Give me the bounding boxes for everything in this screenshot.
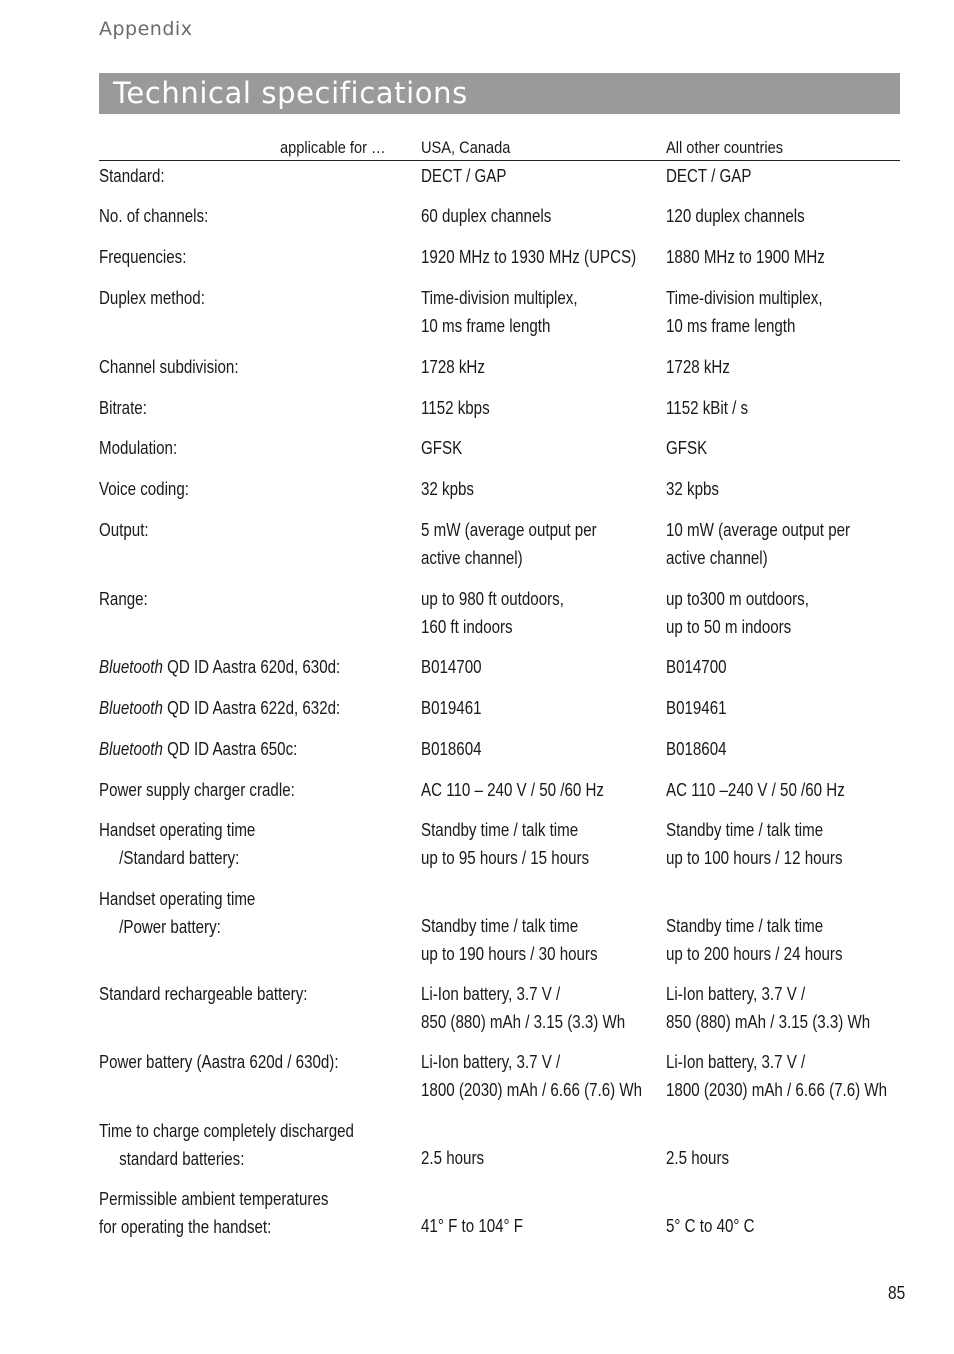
spec-value-usa: 2.5 hours bbox=[421, 1148, 485, 1168]
spec-label-frequencies: Frequencies: bbox=[99, 247, 187, 267]
spec-value-usa: B018604 bbox=[421, 739, 482, 759]
spec-value-usa: 32 kpbs bbox=[421, 479, 474, 499]
header-rule bbox=[99, 160, 900, 161]
spec-label-channel-subdivision: Channel subdivision: bbox=[99, 357, 239, 377]
spec-value-usa: GFSK bbox=[421, 438, 463, 458]
spec-value-other: Time-division multiplex, 10 ms frame length bbox=[666, 288, 823, 336]
spec-label-standard-battery: Standard rechargeable battery: bbox=[99, 984, 308, 1004]
header-other-countries: All other countries bbox=[666, 138, 784, 157]
spec-value-usa: 60 duplex channels bbox=[421, 206, 552, 226]
spec-label-operating-time-standard: Handset operating time /Standard battery: bbox=[99, 820, 256, 868]
spec-value-usa: AC 110 – 240 V / 50 /60 Hz bbox=[421, 780, 604, 800]
header-usa-canada: USA, Canada bbox=[421, 138, 511, 157]
spec-value-other: 10 mW (average output per active channel) bbox=[666, 520, 851, 568]
spec-value-usa: Li-Ion battery, 3.7 V / 850 (880) mAh / 3.15 (3.3) Wh bbox=[421, 984, 626, 1032]
spec-label-output: Output: bbox=[99, 520, 149, 540]
spec-value-other: 1728 kHz bbox=[666, 357, 730, 377]
title-bar bbox=[99, 73, 900, 114]
spec-value-other: 1880 MHz to 1900 MHz bbox=[666, 247, 825, 267]
spec-value-other: Standby time / talk time up to 100 hours / 12 hours bbox=[666, 820, 843, 868]
spec-value-other: Standby time / talk time up to 200 hours / 24 hours bbox=[666, 916, 843, 964]
spec-value-usa: DECT / GAP bbox=[421, 166, 507, 186]
spec-value-usa: up to 980 ft outdoors, 160 ft indoors bbox=[421, 589, 564, 637]
spec-value-usa: Standby time / talk time up to 190 hours / 30 hours bbox=[421, 916, 598, 964]
page-number: 85 bbox=[888, 1283, 906, 1303]
page-title: Technical specifications bbox=[113, 76, 468, 110]
spec-value-other: AC 110 –240 V / 50 /60 Hz bbox=[666, 780, 845, 800]
spec-label-charge-time: Time to charge completely discharged standard batteries: bbox=[99, 1121, 354, 1169]
spec-value-other: 32 kpbs bbox=[666, 479, 719, 499]
spec-value-other: DECT / GAP bbox=[666, 166, 752, 186]
spec-value-usa: Standby time / talk time up to 95 hours / 15 hours bbox=[421, 820, 590, 868]
spec-value-usa: Li-Ion battery, 3.7 V / 1800 (2030) mAh / 6.66 (7.6) Wh bbox=[421, 1052, 643, 1100]
spec-value-other: B018604 bbox=[666, 739, 727, 759]
spec-value-usa: B014700 bbox=[421, 657, 482, 677]
header-applicable: applicable for … bbox=[280, 138, 386, 157]
spec-value-other: 1152 kBit / s bbox=[666, 398, 749, 418]
spec-value-other: B014700 bbox=[666, 657, 727, 677]
spec-value-other: 120 duplex channels bbox=[666, 206, 805, 226]
spec-value-usa: Time-division multiplex, 10 ms frame length bbox=[421, 288, 578, 336]
spec-value-other: 2.5 hours bbox=[666, 1148, 730, 1168]
spec-value-usa: 1920 MHz to 1930 MHz (UPCS) bbox=[421, 247, 637, 267]
spec-value-usa: B019461 bbox=[421, 698, 482, 718]
spec-label-channels: No. of channels: bbox=[99, 206, 209, 226]
section-label: Appendix bbox=[99, 18, 193, 40]
spec-value-other: Li-Ion battery, 3.7 V / 1800 (2030) mAh / 6.66 (7.6) Wh bbox=[666, 1052, 888, 1100]
spec-label-bluetooth-622d: Bluetooth QD ID Aastra 622d, 632d: bbox=[99, 698, 341, 718]
spec-value-usa: 5 mW (average output per active channel) bbox=[421, 520, 597, 568]
spec-label-standard: Standard: bbox=[99, 166, 165, 186]
spec-label-operating-time-power: Handset operating time /Power battery: bbox=[99, 889, 256, 937]
spec-value-usa: 41° F to 104° F bbox=[421, 1216, 524, 1236]
spec-label-power-supply: Power supply charger cradle: bbox=[99, 780, 295, 800]
spec-label-bitrate: Bitrate: bbox=[99, 398, 147, 418]
spec-label-modulation: Modulation: bbox=[99, 438, 178, 458]
spec-label-duplex: Duplex method: bbox=[99, 288, 205, 308]
spec-value-other: B019461 bbox=[666, 698, 727, 718]
spec-value-usa: 1152 kbps bbox=[421, 398, 490, 418]
spec-value-usa: 1728 kHz bbox=[421, 357, 485, 377]
spec-label-bluetooth-650c: Bluetooth QD ID Aastra 650c: bbox=[99, 739, 298, 759]
spec-value-other: GFSK bbox=[666, 438, 708, 458]
spec-value-other: Li-Ion battery, 3.7 V / 850 (880) mAh / 3.15 (3.3) Wh bbox=[666, 984, 871, 1032]
spec-value-other: 5° C to 40° C bbox=[666, 1216, 755, 1236]
spec-label-voice-coding: Voice coding: bbox=[99, 479, 189, 499]
spec-label-range: Range: bbox=[99, 589, 148, 609]
spec-label-ambient-temperature: Permissible ambient temperatures for operating the handset: bbox=[99, 1189, 329, 1237]
spec-label-bluetooth-620d: Bluetooth QD ID Aastra 620d, 630d: bbox=[99, 657, 341, 677]
spec-label-power-battery: Power battery (Aastra 620d / 630d): bbox=[99, 1052, 339, 1072]
spec-value-other: up to300 m outdoors, up to 50 m indoors bbox=[666, 589, 809, 637]
